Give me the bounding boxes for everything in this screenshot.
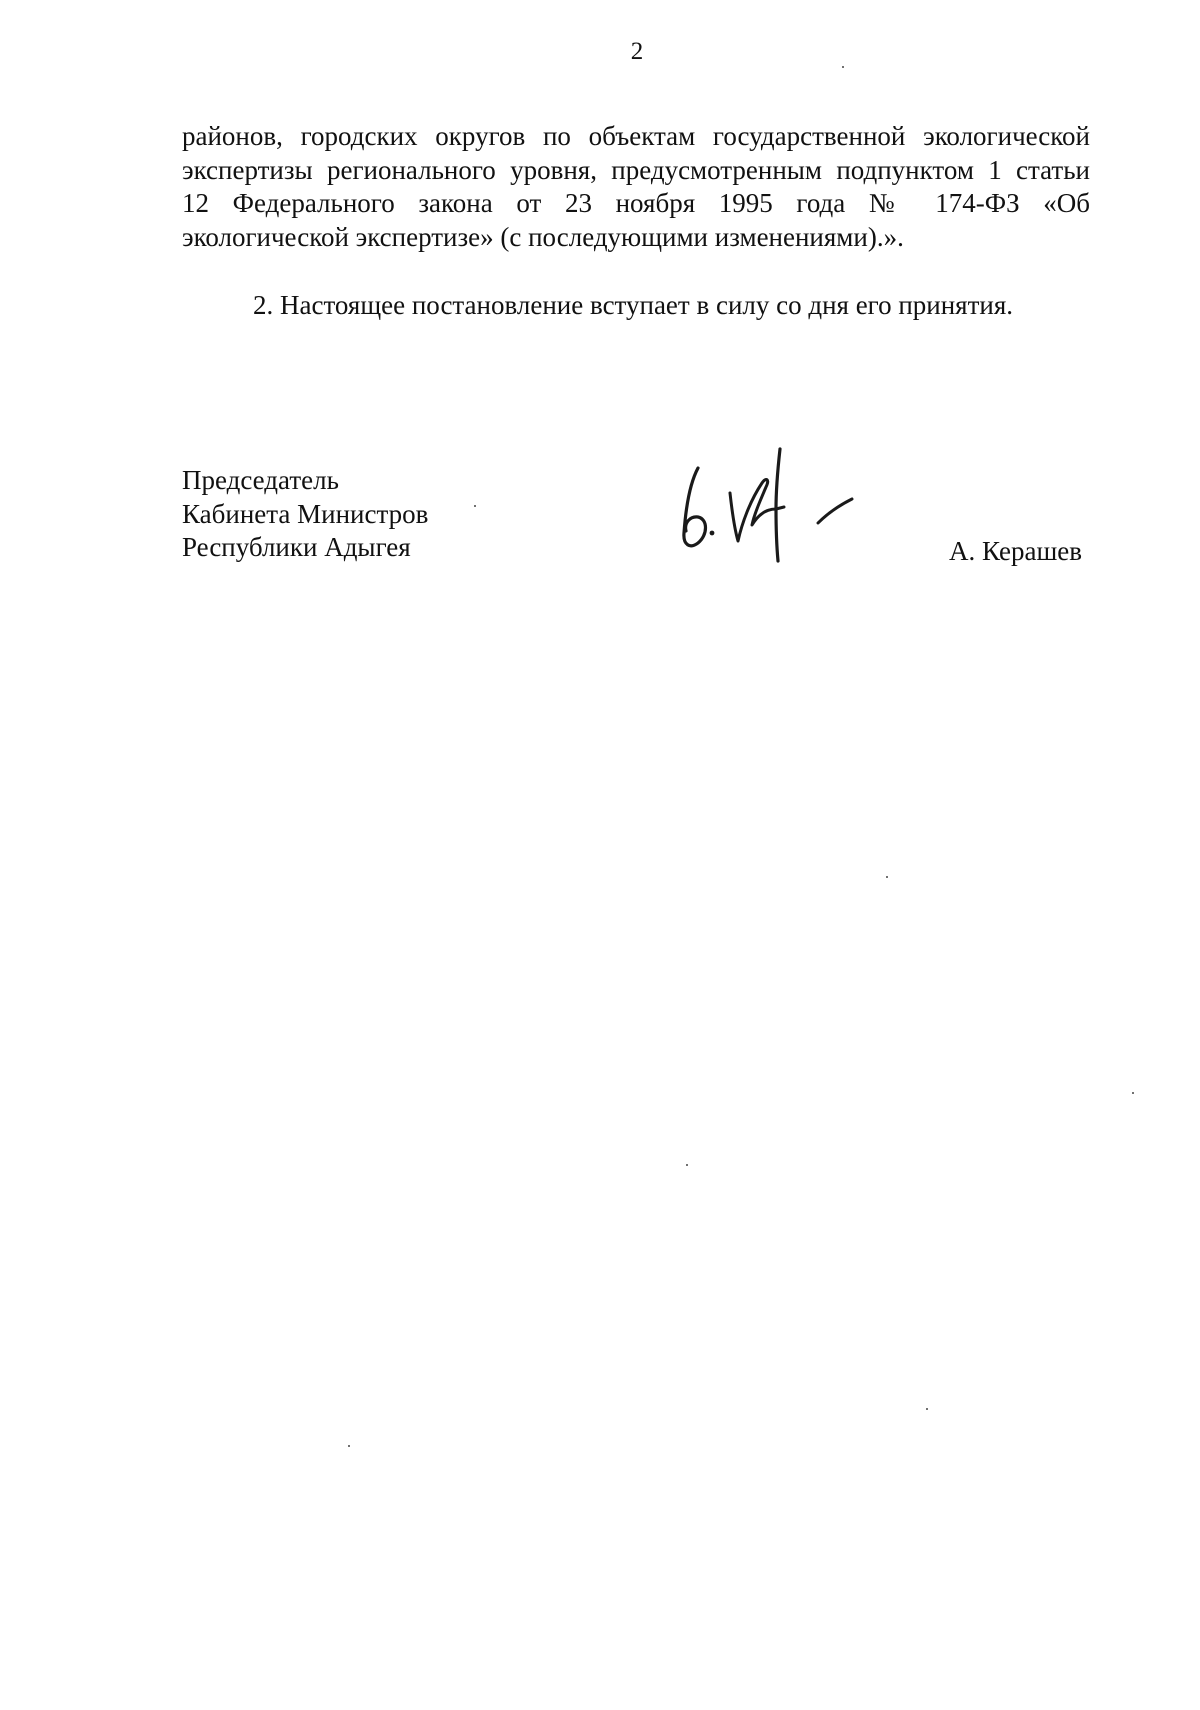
paragraph-1-line-2: экспертизы регионального уровня, предусмотренным подпунктом 1 статьи (182, 154, 1090, 185)
signer-title-line-2: Кабинета Министров (182, 498, 429, 529)
signer-title-line-3: Республики Адыгея (182, 532, 411, 562)
scan-speck (348, 1445, 350, 1447)
paragraph-1-line-4: экологической экспертизе» (с последующими изменениями).». (182, 221, 904, 252)
signer-name: А. Керашев (949, 536, 1082, 566)
paragraph-1 (182, 120, 1090, 254)
scan-speck (842, 66, 844, 68)
signer-title-line-1: Председатель (182, 465, 339, 495)
scan-speck (1132, 1092, 1134, 1094)
paragraph-2: 2. Настоящее постановление вступает в силу со дня его принятия. (253, 290, 1014, 320)
scan-speck (926, 1408, 928, 1410)
paragraph-1-line-1: районов, городских округов по объектам государственной экологической (182, 121, 1090, 151)
scan-speck (474, 505, 476, 507)
paragraph-1-line-3: 12 Федерального закона от 23 ноября 1995 года № 174-ФЗ «Об (182, 188, 1090, 218)
signer-title (182, 464, 428, 565)
handwritten-signature (668, 443, 868, 563)
page-number: 2 (630, 38, 644, 65)
scan-speck (686, 1164, 688, 1166)
scan-speck (886, 876, 888, 878)
